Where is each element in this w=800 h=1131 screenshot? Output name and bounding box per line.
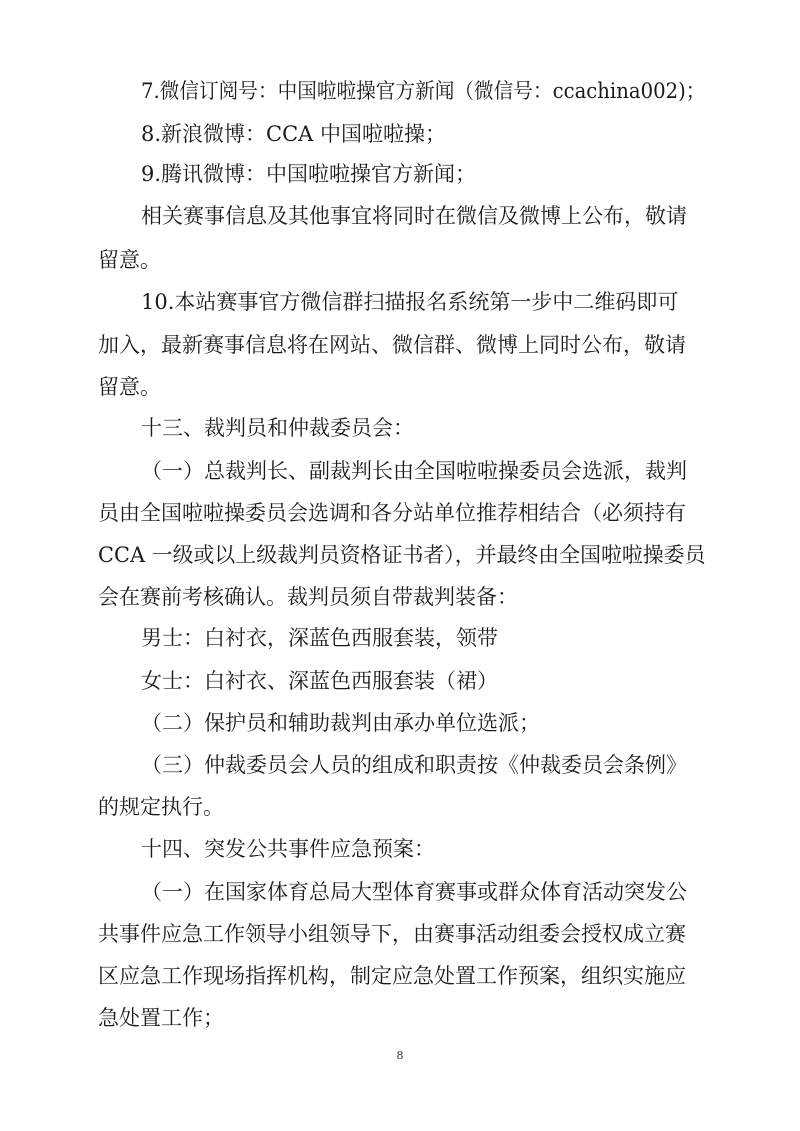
line-text: CCA 一级或以上级裁判员资格证书者），并最终由全国啦啦操委员 (98, 543, 706, 567)
line-text: （一）总裁判长、副裁判长由全国啦啦操委员会选派，裁判 (141, 459, 687, 483)
line-text: （三）仲裁委员会人员的组成和职责按《仲裁委员会条例》 (141, 753, 687, 777)
line-text: 区应急工作现场指挥机构，制定应急处置工作预案，组织实施应 (98, 964, 686, 988)
line-text: 8.新浪微博：CCA 中国啦啦操； (141, 122, 447, 146)
line-text: 9.腾讯微博：中国啦啦操官方新闻； (141, 162, 477, 186)
line-text: 男士：白衬衣，深蓝色西服套装，领带 (141, 626, 498, 650)
line-text: 女士：白衬衣、深蓝色西服套装（裙） (141, 669, 498, 693)
line-text: （二）保护员和辅助裁判由承办单位选派； (141, 711, 540, 735)
page-number: 8 (396, 1049, 404, 1062)
line-text: 加入，最新赛事信息将在网站、微信群、微博上同时公布，敬请 (98, 333, 686, 357)
line-text: 十四、突发公共事件应急预案： (141, 837, 435, 861)
line-text: 留意。 (98, 375, 161, 399)
line-text: 共事件应急工作领导小组领导下，由赛事活动组委会授权成立赛 (98, 922, 686, 946)
line-text: （一）在国家体育总局大型体育赛事或群众体育活动突发公 (141, 880, 687, 904)
line-text: 相关赛事信息及其他事宜将同时在微信及微博上公布，敬请 (141, 204, 687, 228)
line-text: 7.微信订阅号：中国啦啦操官方新闻（微信号：ccachina002)； (141, 79, 706, 103)
line-text: 10.本站赛事官方微信群扫描报名系统第一步中二维码即可 (141, 290, 679, 314)
line-text: 十三、裁判员和仲裁委员会： (141, 416, 414, 440)
line-text: 急处置工作； (98, 1006, 224, 1030)
line-text: 留意。 (98, 248, 161, 272)
line-text: 会在赛前考核确认。裁判员须自带裁判装备： (98, 585, 518, 609)
line-text: 的规定执行。 (98, 795, 224, 819)
line-text: 员由全国啦啦操委员会选调和各分站单位推荐相结合（必须持有 (98, 501, 686, 525)
